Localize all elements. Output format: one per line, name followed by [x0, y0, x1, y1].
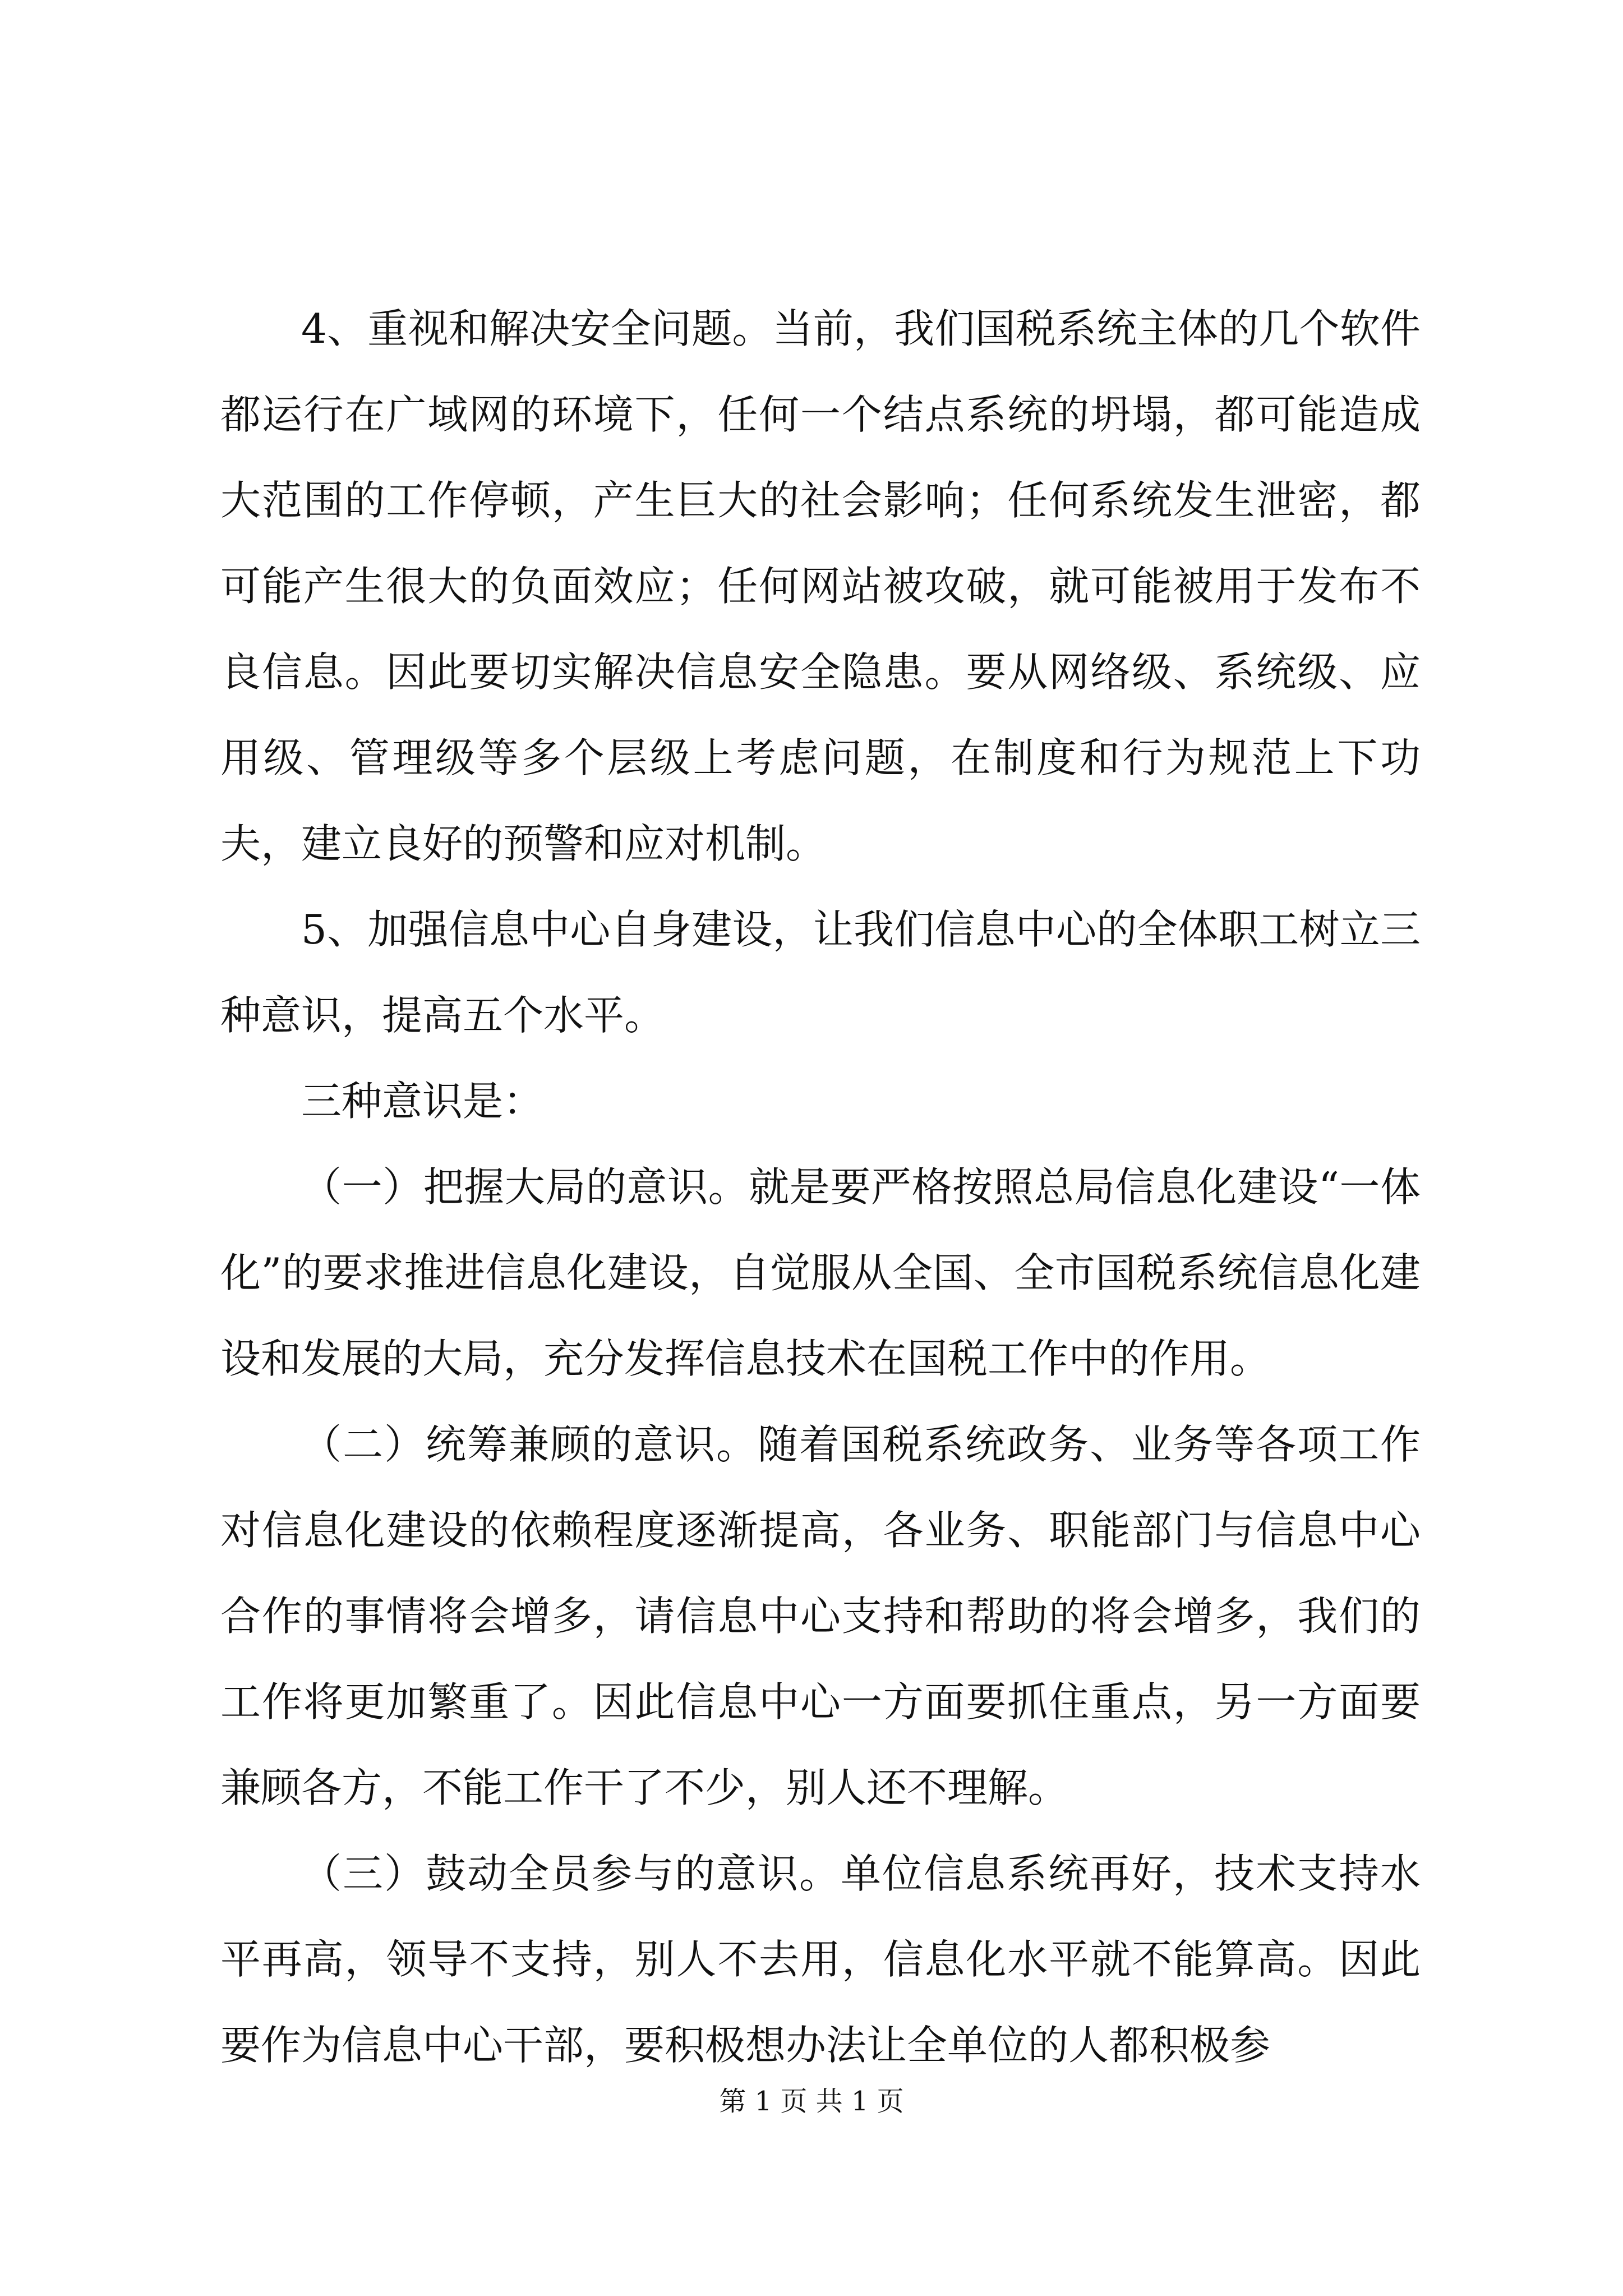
- paragraph-three-awareness-heading: 三种意识是：: [301, 1078, 544, 1125]
- page-footer: 第 1 页 共 1 页: [719, 2086, 904, 2117]
- paragraph-awareness-one: （一）把握大局的意识。就是要严格按照总局信息化建设“一体化”的要求推进信息化建设，自觉服从全国、全市国税系统信息化建设和发展的大局，充分发挥信息技术在国税工作中的作用。: [220, 1163, 1421, 1382]
- paragraph-self-building: 5、加强信息中心自身建设，让我们信息中心的全体职工树立三种意识，提高五个水平。: [220, 906, 1421, 1039]
- paragraph-security: 4、重视和解决安全问题。当前，我们国税系统主体的几个软件都运行在广域网的环境下，任何一个结点系统的坍塌，都可能造成大范围的工作停顿，产生巨大的社会影响；任何系统发生泄密，都可能产生很大的负面效应；任何网站被攻破，就可能被用于发布不良信息。因此要切实解决信息安全隐患。要从网络级、系统级、应用级、管理级等多个层级上考虑问题，在制度和行为规范上下功夫，建立良好的预警和应对机制。: [220, 305, 1421, 867]
- document-body: [220, 286, 1421, 2088]
- paragraph-awareness-three: （三）鼓动全员参与的意识。单位信息系统再好，技术支持水平再高，领导不支持，别人不去用，信息化水平就不能算高。因此要作为信息中心干部，要积极想办法让全单位的人都积极参: [220, 1850, 1421, 2069]
- paragraph-awareness-two: （二）统筹兼顾的意识。随着国税系统政务、业务等各项工作对信息化建设的依赖程度逐渐提高，各业务、职能部门与信息中心合作的事情将会增多，请信息中心支持和帮助的将会增多，我们的工作将更加繁重了。因此信息中心一方面要抓住重点，另一方面要兼顾各方，不能工作干了不少，别人还不理解。: [220, 1421, 1421, 1811]
